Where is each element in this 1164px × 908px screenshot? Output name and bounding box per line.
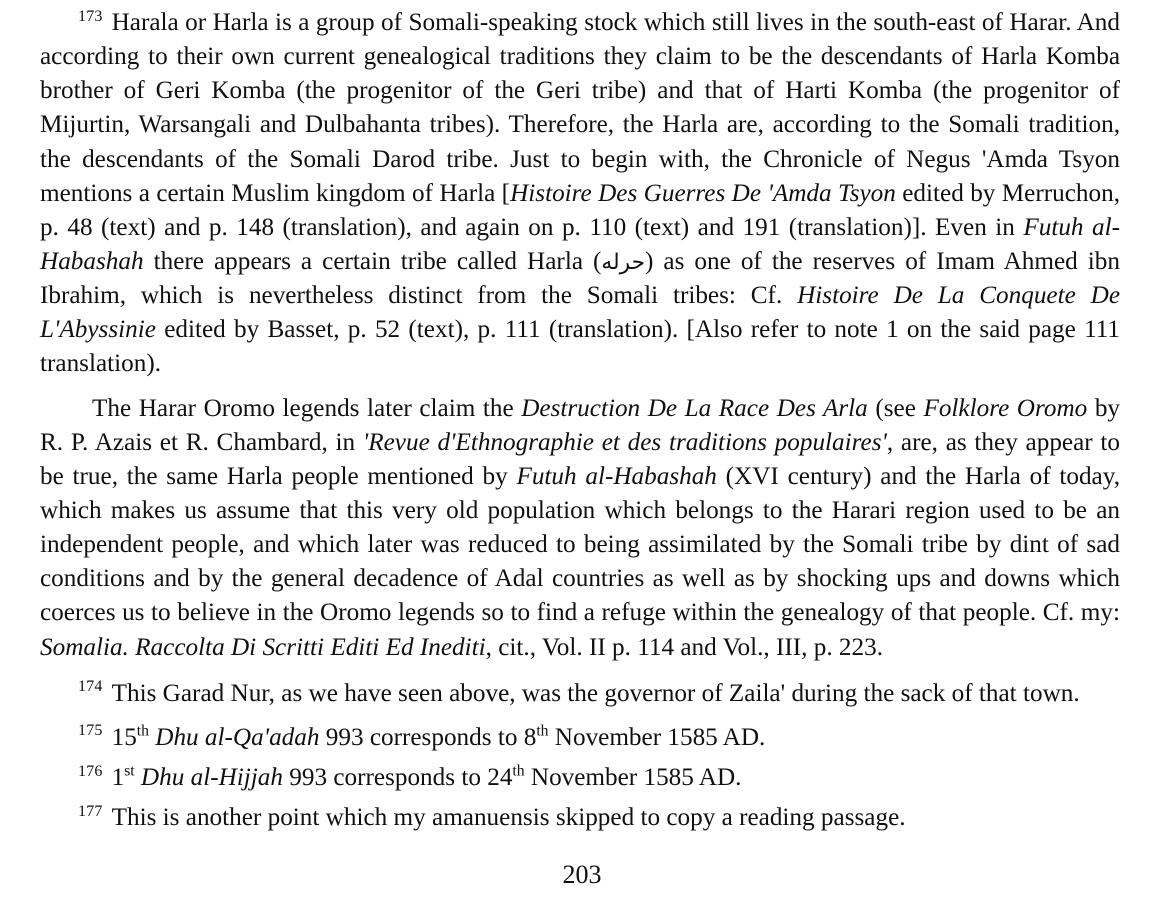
footnote-body: [112, 680, 1080, 707]
footnote-173: [40, 6, 1120, 382]
text-run: edited by Merruchon, p. 48 (text) and p. 148 (translation), and again on p. 110 (text) and 191 (translation)]. Even in: [40, 179, 1120, 241]
footnote-176: [40, 761, 1120, 795]
footnote-175: [40, 721, 1120, 755]
text-run: This Garad Nur, as we have seen above, was the governor of Zaila' during the sack of that town.: [111, 679, 1080, 707]
text-run: there appears a certain tribe called Harla (: [143, 247, 602, 275]
superscript-text: th: [536, 722, 549, 740]
text-run: ) as one of the reserves of Imam Ahmed ibn Ibrahim, which is nevertheless distinct from the Somali tribes: Cf.: [40, 247, 1120, 310]
text-run: (see: [867, 394, 924, 422]
superscript-text: st: [124, 762, 135, 780]
text-run: , are, as they appear to be true, the same Harla people mentioned by: [40, 428, 1120, 490]
footnote-body: [40, 9, 1120, 377]
text-run: This is another point which my amanuensis skipped to copy a reading passage.: [111, 804, 906, 832]
text-run: 993 corresponds to 24: [282, 763, 513, 791]
text-run: 15: [111, 723, 137, 751]
superscript-text: th: [512, 762, 525, 780]
text-run: edited by Basset, p. 52 (text), p. 111 (translation). [Also refer to note 1 on the said page 111 translation).: [40, 316, 1120, 378]
footnote-body: [112, 804, 906, 831]
italic-text: Somalia. Raccolta Di Scritti Editi Ed Inediti: [40, 633, 486, 661]
italic-text: Histoire Des Guerres De 'Amda Tsyon: [510, 179, 896, 207]
text-run: 993 corresponds to 8: [319, 723, 537, 751]
footnote-body: [112, 764, 742, 791]
footnote-177: [40, 801, 1120, 835]
italic-text: Folklore Oromo: [923, 394, 1088, 422]
text-run: Harala or Harla is a group of Somali-speaking stock which still lives in the south-east of Harar. And according to their own current genealogical traditions they claim to be the descendants of Harla Komba brother of Geri Komba (the progenitor of the Geri tribe) and that of Harti Komba (the progenitor of Mijurtin, Warsangali and Dulbahanta tribes). Therefore, the Harla are, according to the Somali tradition, the descendants of the Somali Darod tribe. Just to begin with, the Chronicle of Negus 'Amda Tsyon mentions a certain Muslim kingdom of Harla [: [40, 9, 1120, 207]
arabic-text: حرله: [601, 249, 645, 275]
footnote-marker: 176: [78, 762, 103, 780]
footnote-marker: 175: [78, 722, 103, 740]
text-run: 1: [111, 763, 125, 791]
footnotes-container: [40, 6, 1120, 835]
text-run: (XVI century) and the Harla of today, which makes us assume that this very old population which belongs to the Harari region used to be an independent people, and which later was reduced to being assimilated by the Somali tribe by dint of sad conditions and by the general decadence of Adal countries as well as by shocking ups and downs which coerces us to believe in the Oromo legends so to find a refuge within the genealogy of that people. Cf. my:: [40, 462, 1120, 627]
text-run: , cit., Vol. II p. 114 and Vol., III, p. 223.: [485, 633, 884, 661]
text-run: by R. P. Azais et R. Chambard, in: [40, 394, 1121, 456]
italic-text: Futuh al-Habashah: [516, 462, 717, 490]
footnote-marker: 173: [78, 7, 103, 25]
footnote-marker: 177: [78, 802, 103, 820]
text-run: The Harar Oromo legends later claim the: [92, 394, 522, 422]
text-run: November 1585 AD.: [524, 763, 742, 791]
italic-text: 'Revue d'Ethnographie et des traditions populaires': [362, 428, 887, 456]
page-number: 203: [562, 860, 602, 889]
italic-text: Dhu al-Qa'adah: [155, 723, 320, 751]
italic-text: Futuh al-Habashah: [40, 213, 1120, 275]
text-run: November 1585 AD.: [548, 723, 766, 751]
footnote-173-paragraph-2: [40, 392, 1120, 665]
footnote-marker: 174: [78, 678, 103, 696]
footnote-body: [112, 724, 766, 751]
italic-text: Dhu al-Hijjah: [140, 763, 283, 791]
footnote-174: [40, 677, 1120, 711]
italic-text: Histoire De La Conquete De L'Abyssinie: [40, 282, 1120, 344]
italic-text: Destruction De La Race Des Arla: [521, 394, 868, 422]
footnote-body: [40, 395, 1120, 661]
superscript-text: th: [136, 722, 149, 740]
